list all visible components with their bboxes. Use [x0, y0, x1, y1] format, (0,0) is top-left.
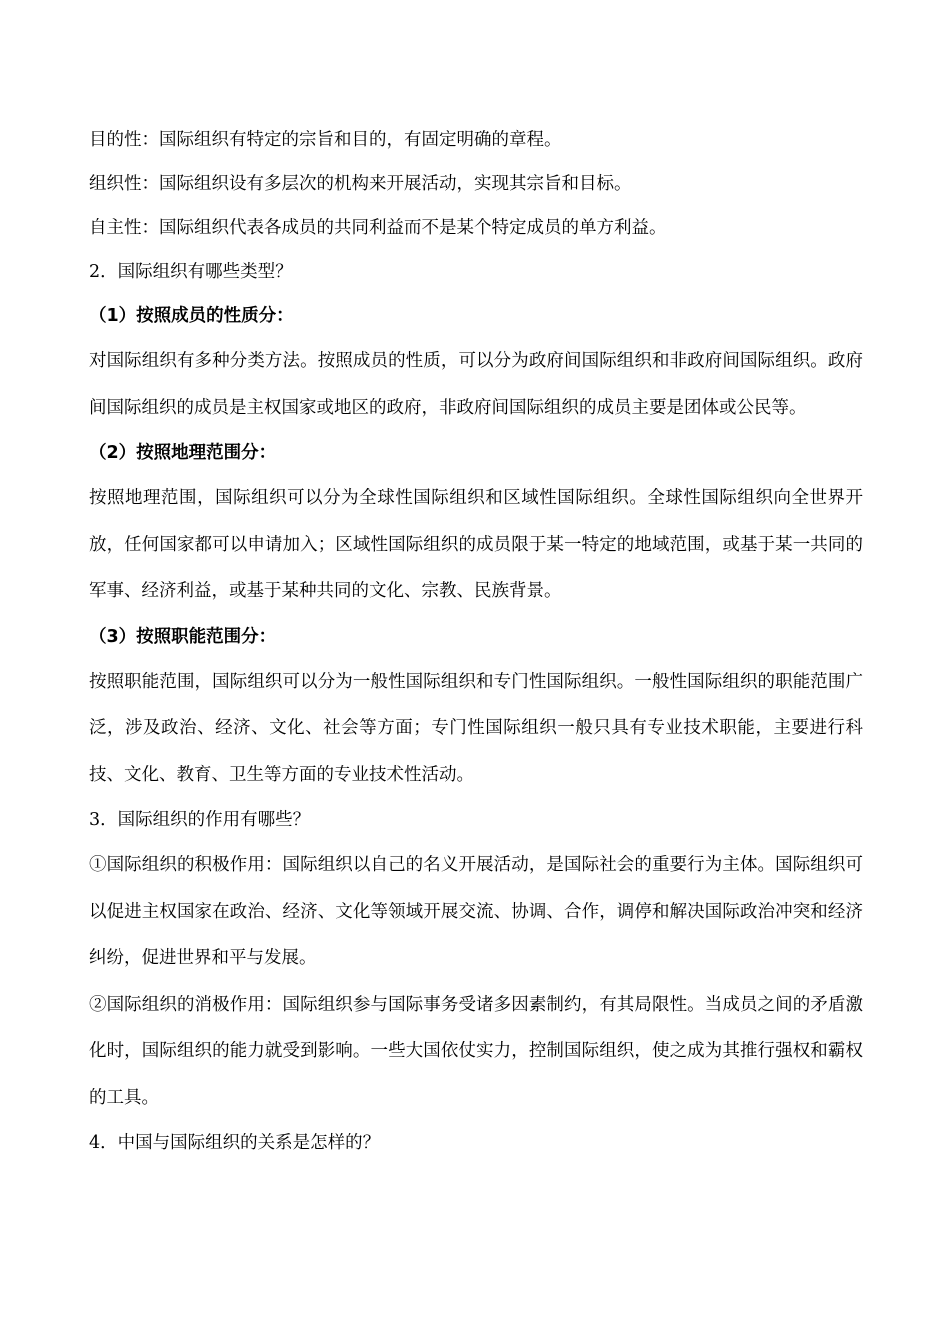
- section-body-function: 按照职能范围，国际组织可以分为一般性国际组织和专门性国际组织。一般性国际组织的职能范围广泛，涉及政治、经济、文化、社会等方面；专门性国际组织一般只具有专业技术职能，主要进行科技、文化、教育、卫生等方面的专业技术性活动。: [89, 671, 863, 785]
- feature-organization: 组织性：国际组织设有多层次的机构来开展活动，实现其宗旨和目标。: [89, 174, 632, 194]
- question-3-title: 3．国际组织的作用有哪些？: [89, 810, 311, 830]
- positive-role-paragraph: ①国际组织的积极作用：国际组织以自己的名义开展活动，是国际社会的重要行为主体。国际组织可以促进主权国家在政治、经济、文化等领域开展交流、协调、合作，调停和解决国际政治冲突和经济纠纷，促进世界和平与发展。: [89, 855, 863, 968]
- section-heading-geography: （2）按照地理范围分：: [89, 443, 277, 463]
- section-body-geography: 按照地理范围，国际组织可以分为全球性国际组织和区域性国际组织。全球性国际组织向全世界开放，任何国家都可以申请加入；区域性国际组织的成员限于某一特定的地域范围，或基于某一共同的军事、经济利益，或基于某种共同的文化、宗教、民族背景。: [89, 488, 863, 601]
- question-2-title: 2．国际组织有哪些类型？: [89, 262, 293, 282]
- feature-purpose: 目的性：国际组织有特定的宗旨和目的，有固定明确的章程。: [89, 130, 562, 150]
- feature-autonomy: 自主性：国际组织代表各成员的共同利益而不是某个特定成员的单方利益。: [89, 218, 667, 238]
- question-4-title: 4．中国与国际组织的关系是怎样的？: [89, 1133, 381, 1153]
- section-heading-function: （3）按照职能范围分：: [89, 626, 277, 647]
- section-heading-membership: （1）按照成员的性质分：: [89, 306, 294, 326]
- section-body-membership: 对国际组织有多种分类方法。按照成员的性质，可以分为政府间国际组织和非政府间国际组织。政府间国际组织的成员是主权国家或地区的政府，非政府间国际组织的成员主要是团体或公民等。: [89, 351, 863, 418]
- negative-role-paragraph: ②国际组织的消极作用：国际组织参与国际事务受诸多因素制约，有其局限性。当成员之间的矛盾激化时，国际组织的能力就受到影响。一些大国依仗实力，控制国际组织，使之成为其推行强权和霸权的工具。: [89, 994, 863, 1108]
- document-page: [89, 118, 863, 1165]
